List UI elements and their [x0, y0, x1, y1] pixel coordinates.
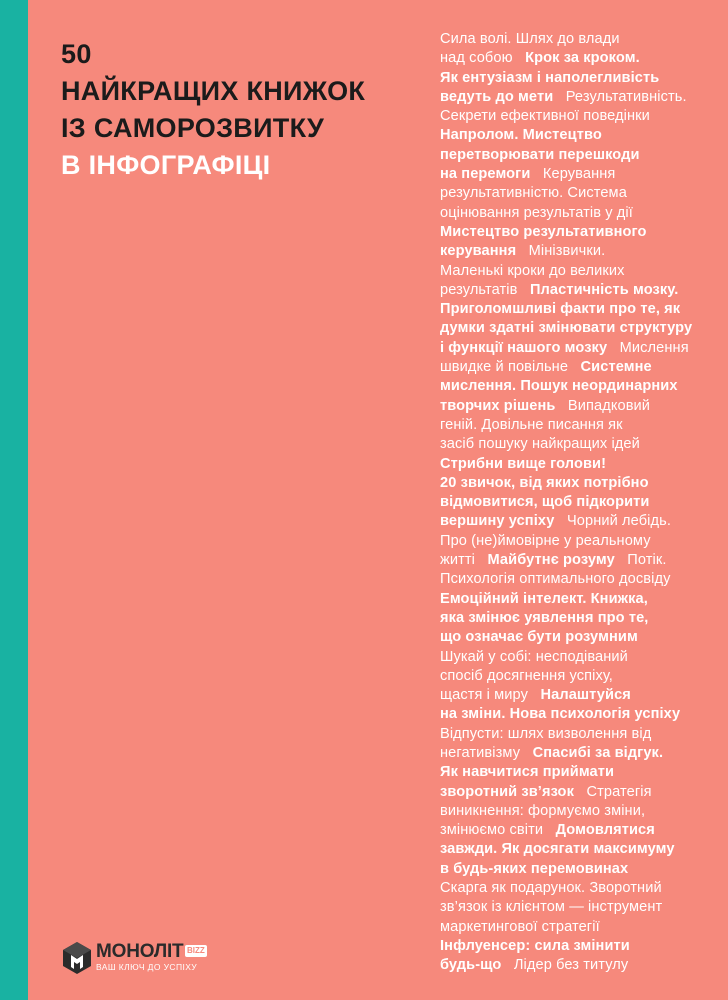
- publisher-badge: BIZZ: [187, 946, 205, 955]
- book-list-line: [440, 512, 715, 531]
- book-list-line: [440, 49, 715, 68]
- book-title-regular: над собою: [440, 50, 526, 67]
- book-title-bold: зворотний зв’язок: [440, 783, 574, 800]
- book-title-regular: Маленькі кроки до великих: [440, 262, 625, 279]
- title-line-self-development: ІЗ САМОРОЗВИТКУ: [61, 113, 325, 143]
- title-number: 50: [61, 39, 92, 69]
- book-title-list: [440, 30, 715, 976]
- book-title-bold: Як навчитися приймати: [440, 764, 615, 781]
- book-title-regular: змінюємо світи: [440, 822, 556, 839]
- cover-spine: [0, 0, 28, 1000]
- book-title-regular: Мінізвички.: [516, 243, 606, 260]
- book-title-bold: ведуть до мети: [440, 88, 554, 105]
- book-list-line: [440, 435, 715, 454]
- book-list-line: [440, 937, 715, 956]
- book-list-line: [440, 532, 715, 551]
- book-title-bold: в будь-яких перемовинах: [440, 860, 629, 877]
- book-title-regular: Відпусти: шлях визволення від: [440, 725, 652, 742]
- book-title-regular: результатів: [440, 281, 530, 298]
- book-list-line: [440, 648, 715, 667]
- book-title-bold: будь-що: [440, 957, 502, 974]
- book-title-regular: Скарга як подарунок. Зворотний: [440, 880, 662, 897]
- book-title-regular: виникнення: формуємо зміни,: [440, 802, 646, 819]
- book-title-regular: результативністю. Система: [440, 185, 627, 202]
- book-title-bold: яка змінює уявлення про те,: [440, 609, 649, 626]
- book-title-regular: Шукай у собі: несподіваний: [440, 648, 628, 665]
- book-list-line: [440, 898, 715, 917]
- book-list-line: [440, 358, 715, 377]
- book-title-regular: Мислення: [607, 339, 689, 356]
- publisher-name: МОНОЛІТ: [96, 941, 184, 962]
- book-title-regular: оцінювання результатів у дії: [440, 204, 633, 221]
- book-title-bold: думки здатні змінювати структуру: [440, 320, 693, 337]
- book-title-regular: негативізму: [440, 744, 533, 761]
- book-title-bold: перетворювати перешкоди: [440, 146, 640, 163]
- book-list-line: [440, 686, 715, 705]
- monolith-cube-icon: [62, 941, 92, 975]
- book-list-line: [440, 763, 715, 782]
- book-title-regular: Керування: [530, 166, 616, 183]
- book-title-bold: Емоційний інтелект. Книжка,: [440, 590, 648, 607]
- book-title-bold: завжди. Як досягати максимуму: [440, 841, 675, 858]
- book-list-line: [440, 628, 715, 647]
- book-list-line: [440, 30, 715, 49]
- book-title-bold: що означає бути розумним: [440, 629, 638, 646]
- title-line-infographics: В ІНФОГРАФІЦІ: [61, 150, 271, 180]
- book-title-bold: Стрибни вище голови!: [440, 455, 607, 472]
- book-title-bold: Приголомшливі факти про те, як: [440, 301, 681, 318]
- book-title-bold: Спасибі за відгук.: [532, 744, 664, 761]
- book-list-line: [440, 300, 715, 319]
- book-list-line: [440, 667, 715, 686]
- book-title-regular: Чорний лебідь.: [554, 513, 671, 530]
- book-list-line: [440, 860, 715, 879]
- publisher-logo: [62, 941, 262, 975]
- book-title-regular: житті: [440, 552, 488, 569]
- book-title-bold: Майбутнє розуму: [487, 552, 615, 569]
- book-list-line: [440, 281, 715, 300]
- book-title-bold: 20 звичок, від яких потрібно: [440, 474, 649, 491]
- book-list-line: [440, 416, 715, 435]
- book-list-line: [440, 319, 715, 338]
- book-title-bold: і функції нашого мозку: [440, 339, 608, 356]
- book-title-regular: Секрети ефективної поведінки: [440, 108, 650, 125]
- book-title-regular: щастя і миру: [440, 687, 541, 704]
- book-title-bold: Крок за кроком.: [525, 50, 640, 67]
- book-list-line: [440, 126, 715, 145]
- book-list-line: [440, 242, 715, 261]
- book-list-line: [440, 474, 715, 493]
- book-list-line: [440, 918, 715, 937]
- book-title-regular: спосіб досягнення успіху,: [440, 667, 613, 684]
- book-list-line: [440, 397, 715, 416]
- book-title-bold: мислення. Пошук неординарних: [440, 378, 678, 395]
- book-title-regular: Психологія оптимального досвіду: [440, 571, 671, 588]
- book-list-line: [440, 146, 715, 165]
- book-list-line: [440, 570, 715, 589]
- book-list-line: [440, 879, 715, 898]
- book-title-bold: Пластичність мозку.: [529, 281, 679, 298]
- cover-title: [61, 36, 421, 184]
- book-list-line: [440, 744, 715, 763]
- book-title-bold: відмовитися, щоб підкорити: [440, 494, 650, 511]
- book-list-line: [440, 840, 715, 859]
- book-list-line: [440, 223, 715, 242]
- book-title-regular: зв’язок із клієнтом — інструмент: [440, 899, 663, 916]
- book-title-regular: геній. Довільне писання як: [440, 416, 623, 433]
- book-title-bold: Домовлятися: [555, 822, 655, 839]
- book-title-regular: Стратегія: [573, 783, 652, 800]
- book-title-bold: Мистецтво результативного: [440, 223, 647, 240]
- book-title-regular: Про (не)ймовірне у реальному: [440, 532, 651, 549]
- book-title-bold: Напролом. Мистецтво: [440, 127, 602, 144]
- book-list-line: [440, 377, 715, 396]
- book-list-line: [440, 802, 715, 821]
- book-title-regular: засіб пошуку найкращих ідей: [440, 436, 640, 453]
- book-title-bold: вершину успіху: [440, 513, 555, 530]
- book-title-regular: Лідер без титулу: [501, 957, 629, 974]
- book-list-line: [440, 609, 715, 628]
- book-title-regular: Результативність.: [553, 88, 687, 105]
- book-title-bold: керування: [440, 243, 517, 260]
- book-list-line: [440, 204, 715, 223]
- book-list-line: [440, 705, 715, 724]
- book-list-line: [440, 184, 715, 203]
- book-title-regular: Потік.: [614, 552, 667, 569]
- book-title-bold: на зміни. Нова психологія успіху: [440, 706, 681, 723]
- book-list-line: [440, 88, 715, 107]
- publisher-tagline: ВАШ КЛЮЧ ДО УСПІХУ: [96, 962, 198, 972]
- book-title-bold: Налаштуйся: [540, 687, 631, 704]
- book-title-regular: Випадковий: [555, 397, 651, 414]
- book-list-line: [440, 725, 715, 744]
- book-title-regular: Сила волі. Шлях до влади: [440, 31, 620, 47]
- book-title-regular: швидке й повільне: [440, 359, 581, 376]
- book-list-line: [440, 493, 715, 512]
- book-list-line: [440, 262, 715, 281]
- title-line-best-books: НАЙКРАЩИХ КНИЖОК: [61, 76, 366, 106]
- book-title-bold: Системне: [580, 359, 652, 376]
- book-title-bold: творчих рішень: [440, 397, 556, 414]
- book-list-line: [440, 821, 715, 840]
- book-list-line: [440, 165, 715, 184]
- book-list-line: [440, 590, 715, 609]
- book-list-line: [440, 69, 715, 88]
- book-title-bold: Як ентузіазм і наполегливість: [440, 69, 660, 86]
- book-list-line: [440, 956, 715, 975]
- book-list-line: [440, 783, 715, 802]
- book-list-line: [440, 455, 715, 474]
- book-list-line: [440, 107, 715, 126]
- book-list-line: [440, 339, 715, 358]
- book-title-regular: маркетингової стратегії: [440, 918, 600, 935]
- book-list-line: [440, 551, 715, 570]
- book-title-bold: на перемоги: [440, 166, 531, 183]
- book-title-bold: Інфлуенсер: сила змінити: [440, 937, 630, 954]
